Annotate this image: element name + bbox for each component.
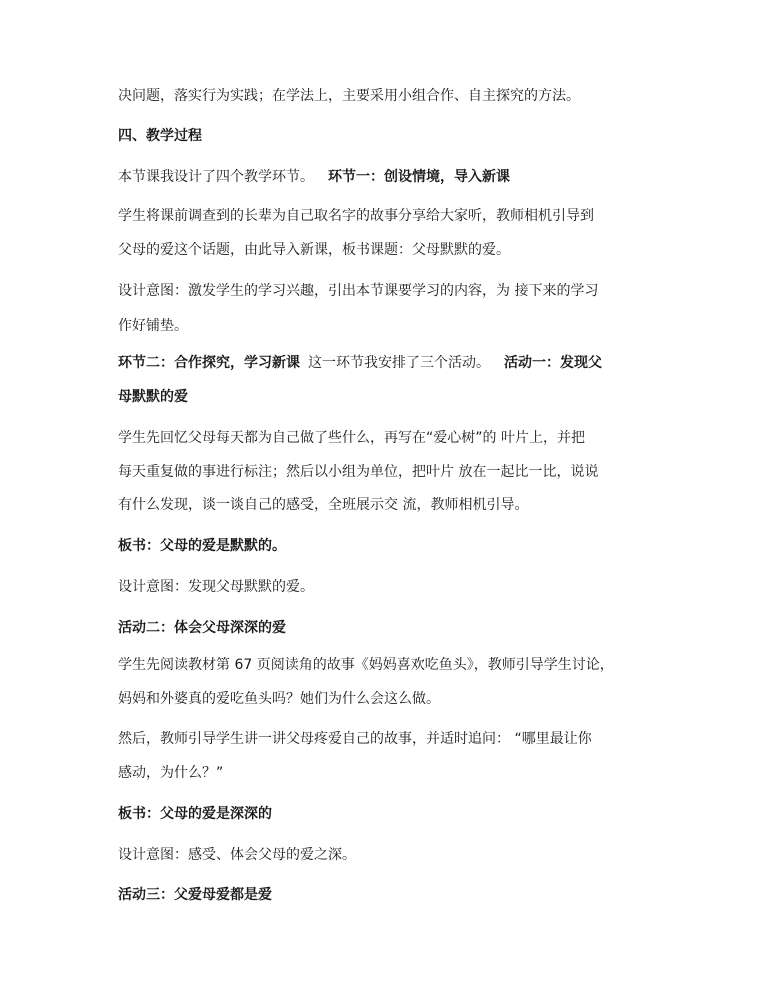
paragraph-text: 这一环节我安排了三个活动。 xyxy=(308,355,490,371)
activity-heading: 母默默的爱 xyxy=(118,389,188,405)
paragraph-line: 感动，为什么？” xyxy=(118,765,224,781)
paragraph-line: 妈妈和外婆真的爱吃鱼头吗？她们为什么会这么做。 xyxy=(118,691,440,707)
design-intent: 设计意图：感受、体会父母的爱之深。 xyxy=(118,847,356,863)
paragraph-line: 父母的爱这个话题，由此导入新课，板书课题：父母默默的爱。 xyxy=(118,242,510,258)
activity-heading: 活动一：发现父 xyxy=(504,355,602,371)
paragraph-line: 学生先回忆父母每天都为自己做了些什么，再写在“爱心树”的 叶片上，并把 xyxy=(118,430,585,446)
board-writing: 板书：父母的爱是深深的 xyxy=(118,806,272,822)
activity-heading: 活动三：父爱母爱都是爱 xyxy=(118,887,272,903)
paragraph-line: 决问题，落实行为实践；在学法上，主要采用小组合作、自主探究的方法。 xyxy=(118,88,580,104)
board-writing: 板书：父母的爱是默默的。 xyxy=(118,538,286,554)
paragraph-line xyxy=(118,167,510,187)
paragraph-line xyxy=(118,353,602,373)
paragraph-line: 然后，教师引导学生讲一讲父母疼爱自己的故事，并适时追问： “哪里最让你 xyxy=(118,731,592,747)
paragraph-line: 设计意图：激发学生的学习兴趣，引出本节课要学习的内容，为 接下来的学习 xyxy=(118,283,599,299)
paragraph-line: 学生将课前调查到的长辈为自己取名字的故事分享给大家听，教师相机引导到 xyxy=(118,208,594,224)
stage-heading: 环节二：合作探究，学习新课 xyxy=(118,355,300,371)
paragraph-text: 本节课我设计了四个教学环节。 xyxy=(118,169,314,185)
paragraph-line: 作好铺垫。 xyxy=(118,318,188,334)
design-intent: 设计意图：发现父母默默的爱。 xyxy=(118,579,314,595)
stage-heading: 环节一：创设情境，导入新课 xyxy=(328,169,510,185)
activity-heading: 活动二：体会父母深深的爱 xyxy=(118,620,286,636)
paragraph-line: 学生先阅读教材第 67 页阅读角的故事《妈妈喜欢吃鱼头》，教师引导学生讨论， xyxy=(118,657,614,673)
section-heading: 四、教学过程 xyxy=(118,128,202,144)
paragraph-line: 有什么发现，谈一谈自己的感受，全班展示交 流，教师相机引导。 xyxy=(118,497,529,513)
paragraph-line: 每天重复做的事进行标注；然后以小组为单位，把叶片 放在一起比一比，说说 xyxy=(118,464,599,480)
